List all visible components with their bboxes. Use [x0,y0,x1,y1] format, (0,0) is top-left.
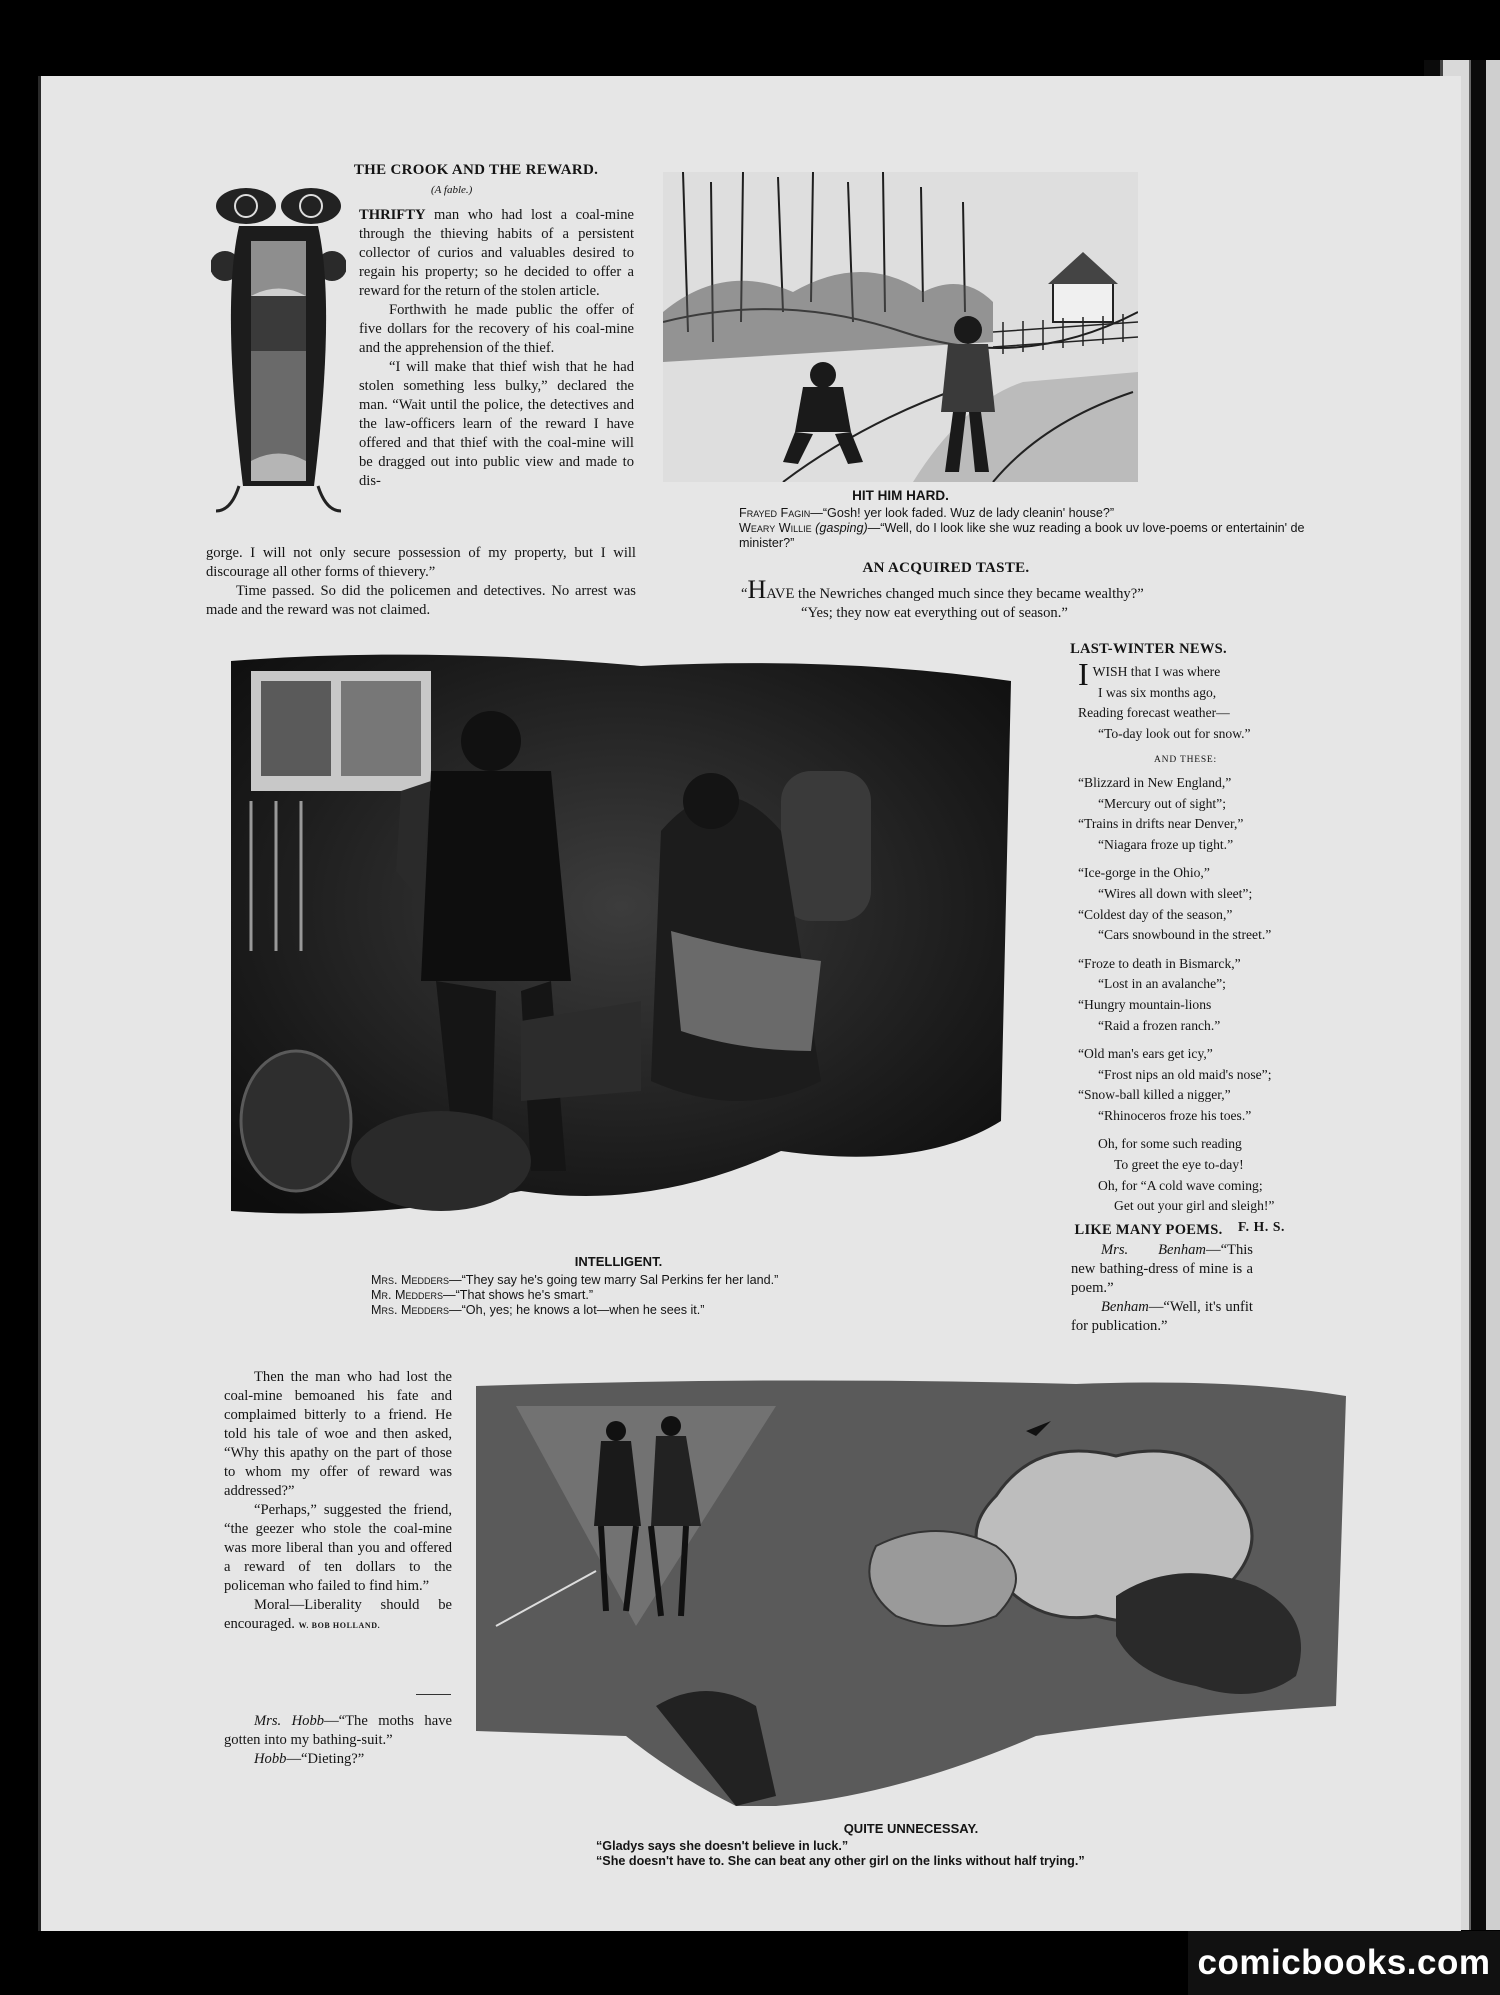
unnecessary-line-1: “Gladys says she doesn't believe in luck.” [596,1839,849,1853]
winter-intro-4: “To-day look out for snow.” [1098,725,1251,741]
winter-line: “Rhinoceros froze his toes.” [1098,1107,1252,1123]
crook-paragraph-6: “Perhaps,” suggested the friend, “the geezer who stole the coal-mine was more liberal than you and offered a reward of ten dollars to the policeman who failed to find him.” [224,1502,452,1594]
poems-title: LIKE MANY POEMS. [1074,1222,1223,1238]
hobb-speaker-2: Hobb [254,1751,287,1767]
taste-first-word: AVE [766,586,795,602]
intelligent-illustration [221,651,1016,1251]
magazine-page [38,76,1461,1931]
crook-paragraph-2: Forthwith he made public the offer of five dollars for the recovery of his coal-mine and the apprehension of the thief. [359,302,634,356]
hit-dialogue [739,506,1339,551]
watermark: comicbooks.com [1188,1931,1500,1995]
intelligent-dialogue [371,1273,991,1318]
winter-line: “Trains in drifts near Denver,” [1078,816,1244,832]
winter-line: “Blizzard in New England,” [1078,774,1232,790]
hit-speaker-2: Weary Willie [739,521,812,535]
crook-title: THE CROOK AND THE REWARD. [353,162,599,178]
crook-subtitle: (A fable.) [431,184,473,196]
winter-signature: F. H. S. [1238,1218,1285,1234]
crook-body-bottom [206,544,636,620]
poems-line-2: —“Well, it's unfit for publication.” [1071,1299,1253,1334]
crook-paragraph-1: man who had lost a coal-mine through the thieving habits of a persistent collector of curios and valuables desired to regain his property; so he decided to offer a reward for the return of the stolen article. [359,207,634,299]
taste-open-quote: “ [741,586,748,602]
winter-line: “Hungry mountain-lions [1078,996,1212,1012]
hobb-speaker-1: Mrs. Hobb [254,1713,325,1729]
poems-line-1: —“This new bathing-dress of mine is a poem.” [1071,1242,1253,1296]
intelligent-line-1: —“They say he's going tew marry Sal Perkins fer her land.” [449,1273,779,1287]
winter-line: “Froze to death in Bismarck,” [1078,955,1241,971]
winter-drop-letter: I [1078,656,1089,692]
taste-drop-letter: H [747,575,767,604]
taste-dialogue [741,575,1321,623]
winter-line: “Frost nips an old maid's nose”; [1098,1066,1272,1082]
taste-title: AN ACQUIRED TASTE. [862,560,1030,576]
hobb-dialogue [224,1712,452,1769]
intelligent-speaker-2: Mr. Medders [371,1288,443,1302]
winter-title: LAST-WINTER NEWS. [1070,641,1227,657]
crook-paragraph-3: “I will make that thief wish that he had stolen something less bulky,” declared the man. “Wait until the police, the detectives and the law-officers learn of the reward I have offered and that thief with the coal-mine will be dragged out into public view and made to dis- [359,359,634,489]
unnecessary-title: QUITE UNNECESSAY. [843,1821,979,1836]
winter-and-these: AND THESE: [1154,755,1217,766]
hobb-line-1: —“The moths have gotten into my bathing-suit.” [224,1713,452,1748]
hit-line-2: —“Well, do I look like she wuz reading a book uv love-poems or entertainin' de minister?” [739,521,1305,550]
hit-him-hard-illustration [663,172,1138,482]
winter-line: “Raid a frozen ranch.” [1098,1017,1221,1033]
hit-aside: (gasping) [815,521,868,535]
intelligent-speaker-1: Mrs. Medders [371,1273,449,1287]
crook-paragraph-4: Time passed. So did the policemen and detectives. No arrest was made and the reward was not claimed. [206,583,636,618]
winter-line: To greet the eye to-day! [1114,1157,1244,1173]
taste-question: the Newriches changed much since they became wealthy?” [794,586,1144,602]
winter-intro-1: WISH that I was where [1092,664,1221,679]
hit-line-1: —“Gosh! yer look faded. Wuz de lady cleanin' house?” [810,506,1115,520]
intelligent-speaker-3: Mrs. Medders [371,1303,449,1317]
crook-signature: W. BOB HOLLAND. [298,1621,381,1630]
intelligent-line-2: —“That shows he's smart.” [443,1288,594,1302]
winter-line: “Cars snowbound in the street.” [1098,927,1272,943]
crook-body-top [359,206,634,491]
winter-line: “Wires all down with sleet”; [1098,885,1253,901]
hit-title: HIT HIM HARD. [852,488,949,503]
winter-line: “Old man's ears get icy,” [1078,1046,1213,1062]
winter-line: Oh, for “A cold wave coming; [1098,1177,1263,1193]
crook-moral: Moral—Liberality should be encouraged. [224,1597,452,1632]
winter-line: “Snow-ball killed a nigger,” [1078,1087,1231,1103]
winter-poem [1078,656,1293,1237]
intelligent-line-3: —“Oh, yes; he knows a lot—when he sees it.” [449,1303,705,1317]
unnecessary-dialogue [596,1839,1346,1869]
taste-answer: “Yes; they now eat everything out of season.” [801,605,1068,621]
crook-drop-word: THRIFTY [359,207,426,223]
crook-paragraph-5: Then the man who had lost the coal-mine bemoaned his fate and complaimed bitterly to a friend. He told his tale of woe and then asked, “Why this apathy on the part of those to whom my offer of reward was addressed?” [224,1369,452,1499]
next-page-edge [1486,60,1500,1930]
art-nouveau-ornament [211,186,346,516]
crook-paragraph-3b: gorge. I will not only secure possession of my property, but I will discourage all other forms of thievery.” [206,545,636,580]
winter-line: “Coldest day of the season,” [1078,906,1233,922]
poems-dialogue [1071,1241,1253,1336]
winter-line: “Lost in an avalanche”; [1098,976,1226,992]
poems-speaker-1: Mrs. Benham [1101,1242,1206,1258]
poems-speaker-2: Benham [1101,1299,1149,1315]
winter-line: “Niagara froze up tight.” [1098,836,1234,852]
intelligent-title: INTELLIGENT. [574,1254,663,1269]
hit-speaker-1: Frayed Fagin [739,506,811,520]
crook-body-continued [224,1368,452,1635]
unnecessary-line-2: “She doesn't have to. She can beat any other girl on the links without half trying.” [596,1854,1085,1868]
winter-line: “Mercury out of sight”; [1098,795,1226,811]
winter-line: “Ice-gorge in the Ohio,” [1078,865,1210,881]
winter-intro-2: I was six months ago, [1098,684,1217,700]
hobb-line-2: —“Dieting?” [286,1751,365,1767]
divider [416,1694,451,1695]
quite-unnecessary-illustration [476,1376,1346,1816]
winter-line: Get out your girl and sleigh!” [1114,1198,1275,1214]
winter-line: Oh, for some such reading [1098,1136,1242,1152]
winter-intro-3: Reading forecast weather— [1078,705,1230,721]
